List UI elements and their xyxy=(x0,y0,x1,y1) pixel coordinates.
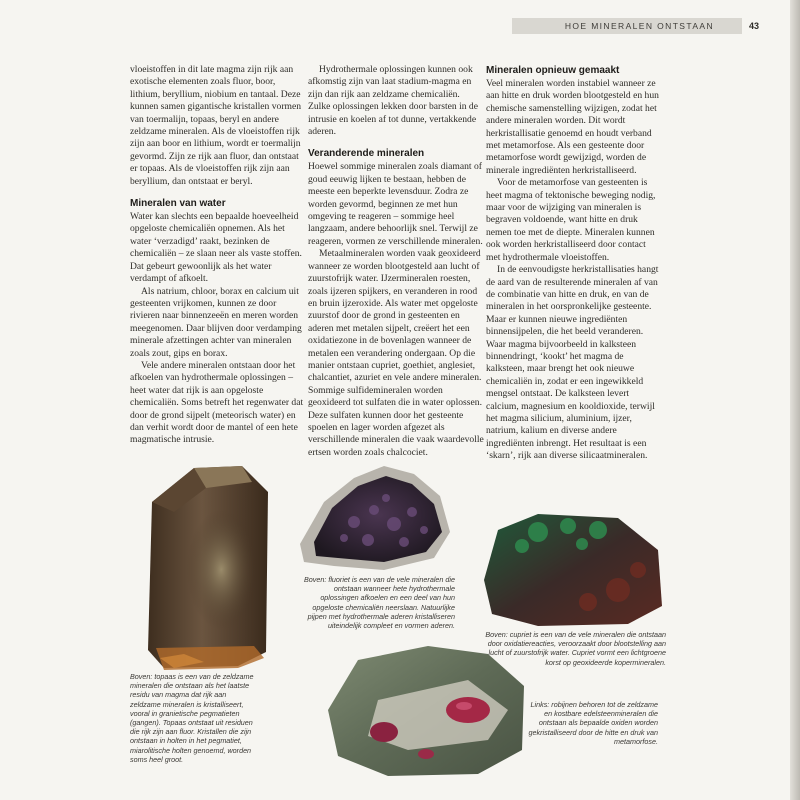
caption-fluoriet: Boven: fluoriet is een van de vele mineralen die ontstaan wanneer hete hydrothermale oplossingen afkoelen en een deel van hun opgeloste chemicaliën neerslaan. Natuurlijke pijpen met hydrothermale aderen kristalliseren uiteindelijk compleet en vormen aderen. xyxy=(303,575,455,631)
amethyst-fluorite-photo xyxy=(294,462,454,574)
page-edge xyxy=(790,0,800,800)
topaz-crystal-photo xyxy=(134,462,284,674)
page-number: 43 xyxy=(748,21,759,31)
caption-cupriet: Boven: cupriet is een van de vele mineralen die ontstaan door oxidatiereacties, veroorzaakt door blootstelling aan lucht of zuurstofrijk water. Cupriet vormt een lichtgroene korst op geoxideerde kopermineralen. xyxy=(485,630,666,667)
section-heading-mineralen-van-water: Mineralen van water xyxy=(130,198,226,210)
paragraph: Vele andere mineralen ontstaan door het afkoelen van hydrothermale oplossingen – heet water dat rijk is aan opgeloste chemicaliën. Soms betreft het regenwater dat door de grond sijpelt (meteorisch water) en dan verhit wordt door de mantel of een hete magmatische intrusie. xyxy=(130,359,304,446)
text-column-2 xyxy=(308,64,484,459)
section-heading-mineralen-opnieuw-gemaakt: Mineralen opnieuw gemaakt xyxy=(486,65,620,76)
running-header xyxy=(512,18,742,34)
caption-robijn: Links: robijnen behoren tot de zeldzame en kostbare edelsteenmineralen die ontstaan als bepaalde oxiden worden gekristalliseerd door de hitte en druk van metamorfose. xyxy=(528,700,658,746)
paragraph: Voor de metamorfose van gesteenten is heet magma of tektonische beweging nodig, maar voor de wijziging van mineralen is begraven voldoende, want hitte en druk nemen toe met de diepte. Mineralen kunnen ook worden herkristalliseerd door contact met hydrothermale vloeistoffen. xyxy=(486,177,656,263)
text-column-1 xyxy=(130,64,306,447)
paragraph: Hydrothermale oplossingen kunnen ook afkomstig zijn van laat stadium-magma en zijn dan rijk aan zeldzame chemicaliën. Zulke oplossingen lekken door barsten in de intrusie en koelen af tot dunne, vertakkende aderen. xyxy=(308,64,478,138)
paragraph: Hoewel sommige mineralen zoals diamant of goud eeuwig lijken te bestaan, hebben de meeste een beperkte levensduur. Zodra ze worden gevormd, beginnen ze met hun omgeving te reageren – sommige heel langzaam, andere behoorlijk snel. Terwijl ze reageren, vormen ze verschillende mineralen. xyxy=(308,161,483,247)
cuprite-specimen-photo xyxy=(478,510,666,628)
paragraph: In de eenvoudigste herkristallisaties hangt de aard van de resulterende mineralen af van de combinatie van hitte en druk, en van de mineralen in het oorspronkelijke gesteente. Maar er kunnen nieuwe ingrediënten binnensijpelen, die het beeld veranderen. Waar magma bijvoorbeeld in kalksteen binnendringt, ‘kookt’ het magma de kalksteen, maar brengt het ook nieuwe chemicaliën in, zodat er een ingewikkeld mengsel ontstaat. De kalksteen levert calcium, magnesium en kooldioxide, terwijl het magma silicium, aluminium, ijzer, natrium, kalium en diverse andere ingrediënten inbrengt. Het resultaat is een ‘skarn’, rijk aan diverse silicaatmineralen. xyxy=(486,264,659,462)
paragraph: vloeistoffen in dit late magma zijn rijk aan exotische elementen zoals fluor, boor, lithium, beryllium, niobium en tantaal. Deze kunnen samen gigantische kristallen vormen van toermalijn, topaas, beryl en andere zeldzame mineralen. Als de vloeistoffen rijk zijn aan boor en lithium, wordt er toermalijn gevormd. Zijn ze rijk aan fluor, dan ontstaat er topaas. Als de vloeistoffen rijk zijn aan beryllium, dan ontstaat er beryl. xyxy=(130,64,302,187)
section-heading-veranderende-mineralen: Veranderende mineralen xyxy=(308,148,425,160)
paragraph: Veel mineralen worden instabiel wanneer ze aan hitte en druk worden blootgesteld en hun chemische samenstelling wijzigen, zodat het andere mineralen worden. Dit wordt herkristallisatie genoemd en houdt verband met metamorfose. Als een gesteente door metamorfose wordt gewijzigd, worden de minerale ingrediënten herkristalliseerd. xyxy=(486,78,659,176)
text-column-3 xyxy=(486,64,662,463)
caption-topaas: Boven: topaas is een van de zeldzame mineralen die ontstaan als het laatste residu van magma dat rijk aan zeldzame mineralen is kristalliseert, vooral in granietische pegmatieten (gangen). Topaas ontstaat uit residuen die rijk zijn aan fluor. Kristallen die zijn ontstaan in holten in het pegmatiet, miarolitische holten genoemd, worden soms heel groot. xyxy=(130,672,254,764)
running-title: HOE MINERALEN ONTSTAAN xyxy=(564,21,714,31)
paragraph: Water kan slechts een bepaalde hoeveelheid opgeloste chemicaliën opnemen. Als het water ‘verzadigd’ raakt, bezinken de chemicaliën – ze slaan neer als vaste stoffen. Dat gebeurt gewoonlijk als het water verdampt of afkoelt. xyxy=(130,211,302,285)
paragraph: Als natrium, chloor, borax en calcium uit gesteenten vrijkomen, kunnen ze door rivieren naar binnenzeeën en meren worden meegenomen. Daar blijven door verdamping minerale afzettingen achter van mineralen zoals zout, gips en borax. xyxy=(130,285,302,359)
paragraph: Metaalmineralen worden vaak geoxideerd wanneer ze worden blootgesteld aan lucht of zuurstofrijk water. IJzermineralen roesten, zoals ijzeren spijkers, en veranderen in rood en bruin ijzeroxide. Als water met opgeloste zuurstof door de grond in gesteenten en aderen met metalen sijpelt, creëert het een oxidatiezone in de bovenlagen wanneer de metalen een verandering ondergaan. Op die manier ontstaan cupriet, goethiet, anglesiet, chalcantiet, azuriet en vele andere mineralen. Sommige sulfidemineralen worden geoxideerd tot sulfaten die in water oplossen. Deze sulfaten kunnen door het gesteente spoelen en lager worden afgezet als verschillende mineralen die vaak waardevolle ertsen worden zoals chalcociet. xyxy=(308,248,484,458)
